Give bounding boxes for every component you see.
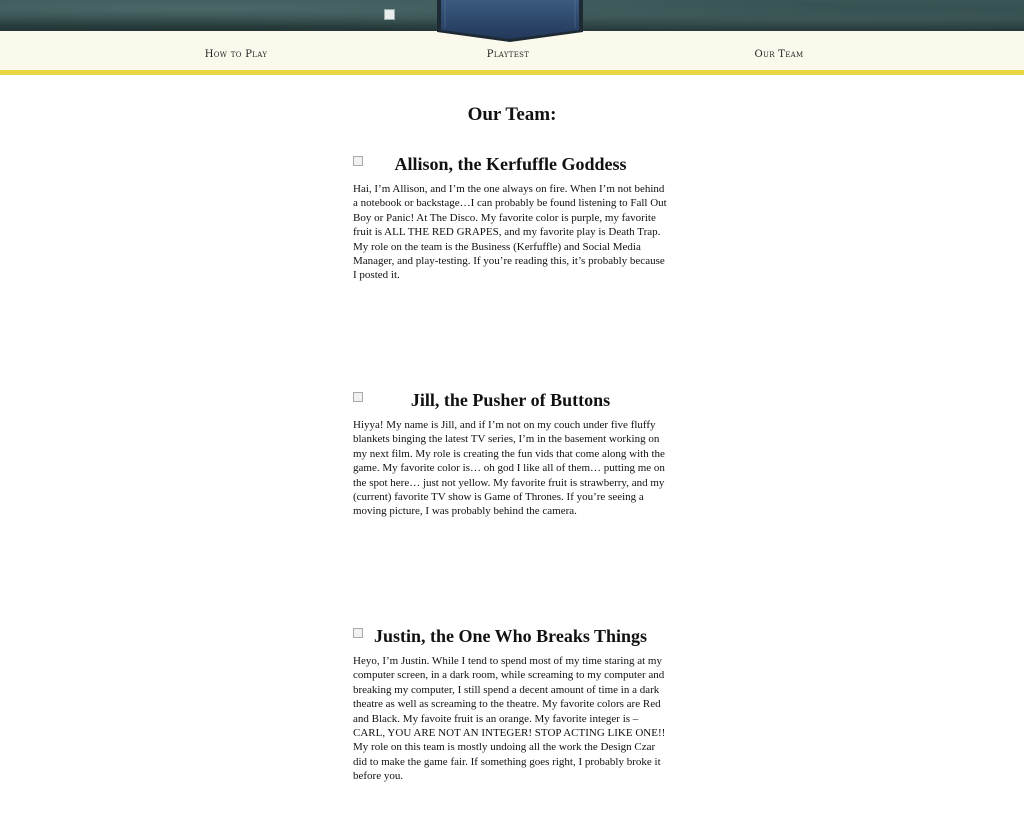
nav-playtest[interactable]: Playtest (486, 49, 530, 60)
team-member-name: Allison, the Kerfuffle Goddess (394, 154, 627, 174)
team-member-card (353, 154, 668, 283)
center-banner-ribbon (437, 0, 583, 42)
broken-logo-image[interactable] (384, 9, 395, 20)
team-member-name: Justin, the One Who Breaks Things (373, 626, 648, 646)
team-member-bio: Heyo, I’m Justin. While I tend to spend most of my time staring at my computer screen, in a dark room, while screaming to my computer and breaking my computer, I still spend a decent amount of time in a dark theatre as well as screaming to the theatre. My favorite colors are Red and Black. My favoite fruit is an orange. My favorite integer is – CARL, YOU ARE NOT AN INTEGER! STOP ACTING LIKE ONE!! My role on this team is mostly undoing all the work the Design Czar did to make the game fair. If something goes right, I probably broke it before you. (353, 655, 666, 783)
page-title: Our Team: (467, 104, 557, 125)
team-member-card (353, 626, 668, 784)
team-member-card (353, 390, 668, 519)
team-member-bio: Hai, I’m Allison, and I’m the one always on fire. When I’m not behind a notebook or backstage…I can probably be found listening to Fall Out Boy or Panic! At The Disco. My favorite color is purple, my favorite fruit is ALL THE RED GRAPES, and my favorite play is Death Trap. My role on the team is the Business (Kerfuffle) and Social Media Manager, and play-testing. If you’re reading this, it’s probably because I posted it. (353, 183, 667, 282)
team-member-header (353, 390, 668, 414)
nav-our-team[interactable]: Our Team (754, 49, 804, 60)
team-member-bio: Hiyya! My name is Jill, and if I’m not on my couch under five fluffy blankets binging the latest TV series, I’m in the basement working on my next film. My role is creating the fun vids that come along with the game. My favorite color is… oh god I like all of them… putting me on the spot here… just not yellow. My favorite fruit is strawberry, and my (current) favorite TV show is Game of Thrones. If you’re seeing a moving picture, I was probably behind the camera. (353, 419, 665, 518)
team-member-name: Jill, the Pusher of Buttons (410, 390, 611, 410)
nav-how-to-play[interactable]: How to Play (204, 49, 268, 60)
team-member-header (353, 154, 668, 178)
team-member-header (353, 626, 668, 650)
